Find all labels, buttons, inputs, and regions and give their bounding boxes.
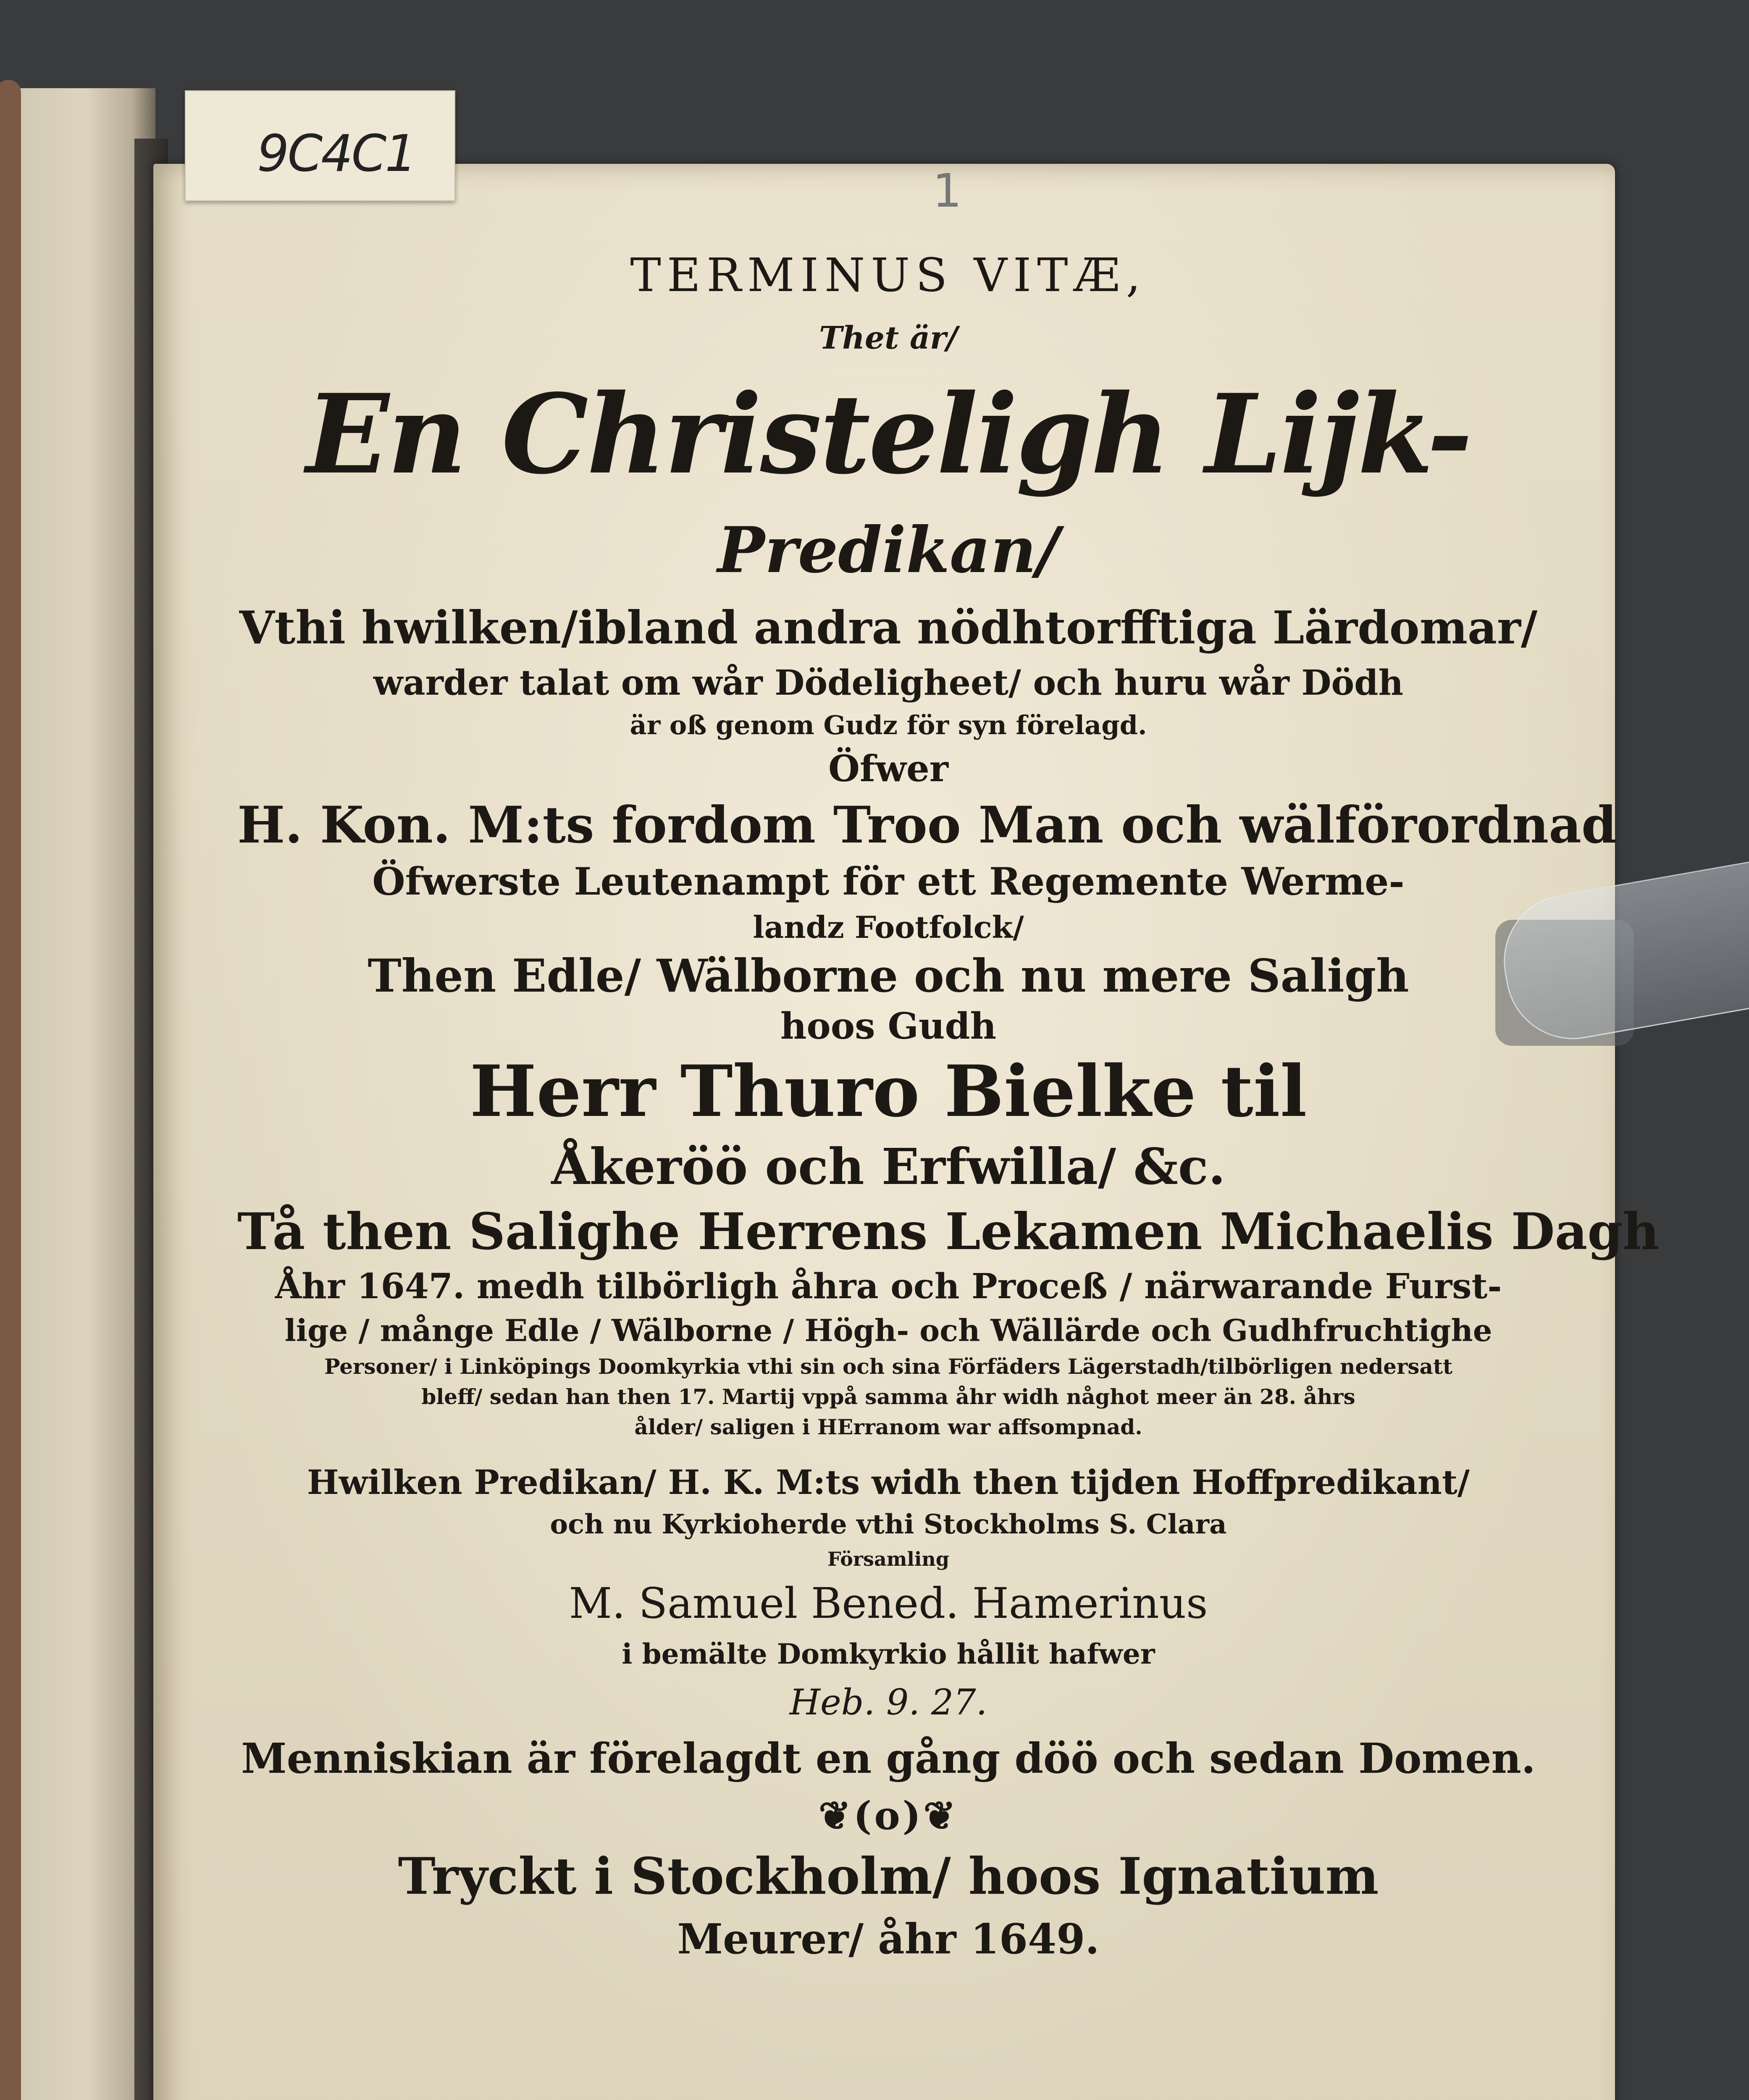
text-line: är oß genom Gudz för syn förelagd. bbox=[630, 710, 1147, 740]
text-line: Thet är/ bbox=[819, 320, 958, 356]
call-number: 9C4C1 bbox=[257, 125, 415, 183]
left-page-edge bbox=[0, 88, 155, 2100]
text-line: i bemälte Domkyrkio hållit hafwer bbox=[622, 1638, 1155, 1670]
author-name: M. Samuel Bened. Hamerinus bbox=[569, 1579, 1208, 1628]
text-line: lige / månge Edle / Wälborne / Högh- och Wällärde och Gudhfruchtighe bbox=[284, 1312, 1492, 1348]
text-line: Öfwer bbox=[828, 748, 948, 790]
subject-name: Herr Thuro Bielke til bbox=[470, 1050, 1307, 1133]
epigraph: Menniskian är förelagdt en gång döö och sedan Domen. bbox=[241, 1735, 1536, 1783]
title-page bbox=[153, 164, 1660, 2100]
imprint-date: Meurer/ åhr 1649. bbox=[677, 1915, 1100, 1964]
text-line: och nu Kyrkioherde vthi Stockholms S. Clara bbox=[550, 1509, 1227, 1540]
main-title-cont: Predikan/ bbox=[717, 513, 1060, 587]
printer-ornament: ❦(o)❦ bbox=[818, 1793, 959, 1838]
text-line: Then Edle/ Wälborne och nu mere Saligh bbox=[368, 950, 1409, 1003]
bible-reference: Heb. 9. 27. bbox=[789, 1682, 987, 1723]
imprint: Tryckt i Stockholm/ hoos Ignatium bbox=[398, 1847, 1379, 1906]
main-title: En Christeligh Lijk- bbox=[306, 370, 1471, 499]
subject-estate: Åkeröö och Erfwilla/ &c. bbox=[551, 1137, 1226, 1196]
text-line: Vthi hwilken/ibland andra nödhtorfftiga Lärdomar/ bbox=[239, 601, 1538, 654]
text-line: bleff/ sedan han then 17. Martij vppå samma åhr widh någhot meer än 28. åhrs bbox=[421, 1384, 1355, 1409]
title-terminus-vitae: TERMINUS VITÆ, bbox=[630, 248, 1147, 302]
text-line: ålder/ saligen i HErranom war affsompnad. bbox=[634, 1415, 1142, 1439]
text-line: H. Kon. M:ts fordom Troo Man och wälförordnad bbox=[237, 795, 1617, 855]
text-line: Åhr 1647. medh tilbörligh åhra och Proceß / närwarande Furst- bbox=[275, 1266, 1502, 1307]
text-line: Hwilken Predikan/ H. K. M:ts widh then tijden Hoffpredikant/ bbox=[307, 1462, 1470, 1502]
call-number-slip bbox=[185, 90, 455, 201]
page-number-mark: 1 bbox=[932, 164, 962, 218]
text-line: Tå then Salighe Herrens Lekamen Michaelis Dagh bbox=[237, 1202, 1660, 1261]
text-line: hoos Gudh bbox=[780, 1005, 997, 1047]
text-line: Öfwerste Leutenampt för ett Regemente Werme- bbox=[372, 859, 1405, 904]
text-line: warder talat om wår Dödeligheet/ och huru wår Dödh bbox=[373, 663, 1404, 703]
text-line: Församling bbox=[827, 1548, 949, 1570]
book-cover-edge bbox=[0, 80, 21, 2100]
text-line: landz Footfolck/ bbox=[753, 909, 1024, 945]
title-page-text bbox=[237, 239, 1660, 1969]
text-line: Personer/ i Linköpings Doomkyrkia vthi sin och sina Förfäders Lägerstadh/tilbörligen nedersatt bbox=[324, 1354, 1453, 1379]
